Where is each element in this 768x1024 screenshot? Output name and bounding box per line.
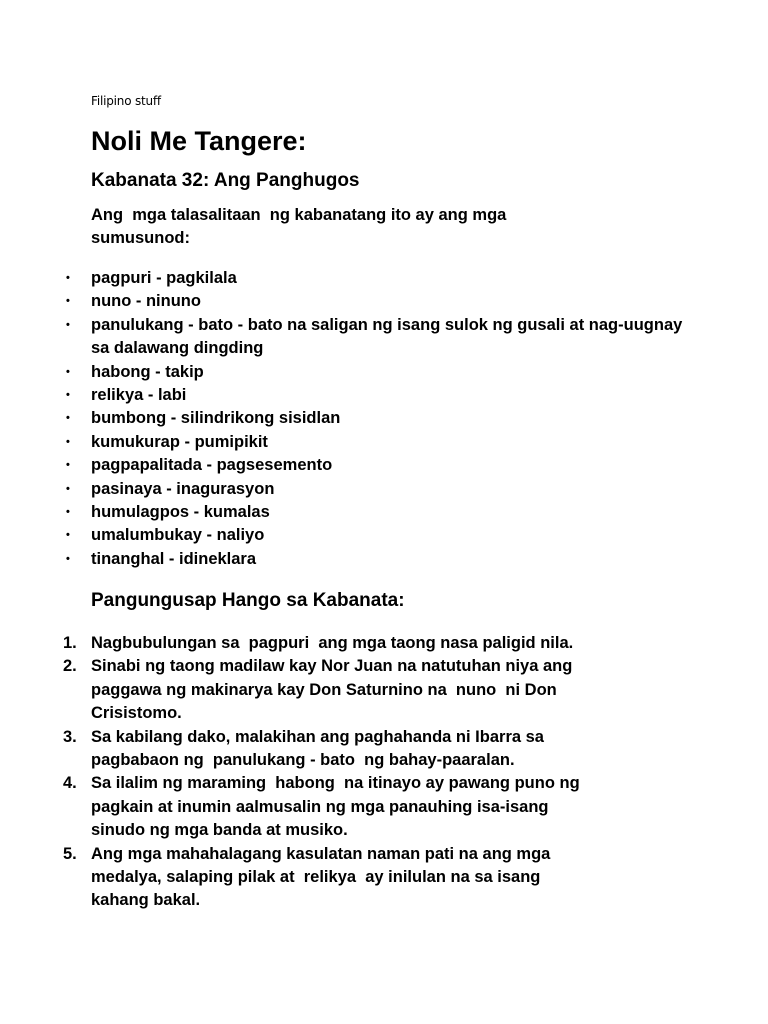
bullet-icon: • bbox=[66, 552, 70, 565]
sentence-item bbox=[63, 772, 681, 842]
vocabulary-item bbox=[66, 267, 691, 290]
sentence-item bbox=[63, 843, 681, 913]
page-title: Noli Me Tangere: bbox=[91, 126, 307, 156]
vocabulary-text: pagpuri - pagkilala bbox=[91, 269, 237, 287]
sentence-text: Sa ilalim ng maraming habong na itinayo ay pawang puno ng pagkain at inumin aalmusalin ng mga panauhing isa-isang sinudo ng mga banda at musiko. bbox=[91, 774, 580, 840]
vocabulary-item bbox=[66, 290, 691, 313]
bullet-icon: • bbox=[66, 295, 70, 308]
vocabulary-text: pagpapalitada - pagsesemento bbox=[91, 456, 333, 475]
sentence-text: Nagbubulungan sa pagpuri ang mga taong nasa paligid nila. bbox=[91, 634, 574, 652]
vocabulary-item bbox=[66, 454, 691, 477]
vocabulary-text: pasinaya - inagurasyon bbox=[91, 479, 275, 498]
bullet-icon: • bbox=[66, 506, 70, 519]
sentence-number: 5. bbox=[63, 844, 77, 863]
sentence-item bbox=[63, 655, 681, 725]
vocabulary-item bbox=[66, 407, 691, 430]
bullet-icon: • bbox=[66, 318, 70, 331]
vocabulary-text: habong - takip bbox=[91, 362, 204, 381]
chapter-subtitle: Kabanata 32: Ang Panghugos bbox=[91, 170, 360, 191]
bullet-icon: • bbox=[66, 435, 70, 448]
vocabulary-item bbox=[66, 361, 691, 384]
vocabulary-text: panulukang - bato - bato na saligan ng isang sulok ng gusali at nag-uugnay sa dalawang dingding bbox=[91, 315, 683, 358]
vocabulary-text: relikya - labi bbox=[91, 386, 187, 405]
sentence-list bbox=[63, 632, 681, 913]
sentences-heading: Pangungusap Hango sa Kabanata: bbox=[91, 590, 405, 611]
bullet-icon: • bbox=[66, 389, 70, 402]
vocabulary-item bbox=[66, 501, 691, 524]
sentence-number: 3. bbox=[63, 727, 77, 746]
vocabulary-item bbox=[66, 431, 691, 454]
sentence-text: Sinabi ng taong madilaw kay Nor Juan na natutuhan niya ang paggawa ng makinarya kay Don Saturnino na nuno ni Don Crisistomo. bbox=[91, 657, 573, 723]
header-note: Filipino stuff bbox=[91, 94, 161, 108]
vocabulary-item bbox=[66, 548, 691, 571]
bullet-icon: • bbox=[66, 529, 70, 542]
vocabulary-text: kumukurap - pumipikit bbox=[91, 432, 268, 451]
vocabulary-item bbox=[66, 314, 691, 361]
vocabulary-text: umalumbukay - naliyo bbox=[91, 526, 265, 545]
intro-paragraph: Ang mga talasalitaan ng kabanatang ito ay ang mga sumusunod: bbox=[91, 206, 507, 248]
vocabulary-item bbox=[66, 524, 691, 547]
sentence-item bbox=[63, 632, 681, 655]
sentence-text: Ang mga mahahalagang kasulatan naman pati na ang mga medalya, salaping pilak at relikya ay inilulan na sa isang kahang bakal. bbox=[91, 844, 551, 910]
sentence-text: Sa kabilang dako, malakihan ang paghahanda ni Ibarra sa pagbabaon ng panulukang - bato ng bahay-paaralan. bbox=[91, 727, 544, 770]
vocabulary-list bbox=[66, 267, 691, 571]
vocabulary-item bbox=[66, 478, 691, 501]
bullet-icon: • bbox=[66, 412, 70, 425]
sentence-number: 2. bbox=[63, 657, 77, 676]
bullet-icon: • bbox=[66, 365, 70, 378]
sentence-number: 1. bbox=[63, 634, 77, 652]
bullet-icon: • bbox=[66, 272, 70, 284]
sentence-item bbox=[63, 726, 681, 773]
vocabulary-text: bumbong - silindrikong sisidlan bbox=[91, 409, 341, 428]
bullet-icon: • bbox=[66, 482, 70, 495]
sentence-number: 4. bbox=[63, 774, 77, 793]
bullet-icon: • bbox=[66, 459, 70, 472]
vocabulary-text: nuno - ninuno bbox=[91, 292, 201, 311]
vocabulary-text: tinanghal - idineklara bbox=[91, 549, 257, 568]
vocabulary-item bbox=[66, 384, 691, 407]
vocabulary-text: humulagpos - kumalas bbox=[91, 503, 270, 522]
